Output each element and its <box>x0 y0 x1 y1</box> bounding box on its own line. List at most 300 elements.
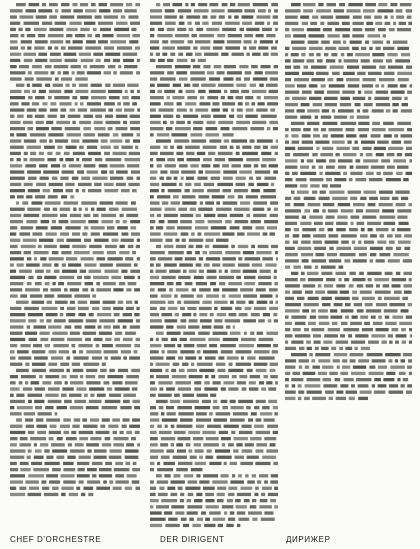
word-shape <box>28 474 44 477</box>
word-shape <box>166 406 174 409</box>
word-shape <box>352 297 359 300</box>
word-shape <box>109 208 119 211</box>
word-shape <box>114 468 130 471</box>
word-shape <box>208 338 220 341</box>
word-shape <box>216 363 226 366</box>
word-shape <box>253 208 265 211</box>
text-line <box>150 115 277 118</box>
word-shape <box>102 307 110 310</box>
word-shape <box>150 518 166 521</box>
word-shape <box>233 449 238 452</box>
word-shape <box>376 259 385 262</box>
word-shape <box>226 325 231 328</box>
word-shape <box>266 34 275 37</box>
word-shape <box>156 139 171 142</box>
text-line <box>156 245 278 248</box>
word-shape <box>325 103 337 106</box>
word-shape <box>179 369 185 372</box>
word-shape <box>337 78 344 81</box>
text-line <box>150 71 278 74</box>
word-shape <box>285 391 296 394</box>
word-shape <box>383 172 393 175</box>
word-shape <box>156 158 165 161</box>
word-shape <box>244 40 252 43</box>
word-shape <box>384 16 387 19</box>
word-shape <box>19 65 29 68</box>
text-line <box>156 65 278 68</box>
word-shape <box>352 34 364 37</box>
word-shape <box>161 276 175 279</box>
word-shape <box>105 53 120 56</box>
word-shape <box>302 72 314 75</box>
word-shape <box>83 487 93 490</box>
word-shape <box>266 332 278 335</box>
word-shape <box>294 203 305 206</box>
word-shape <box>137 257 140 260</box>
word-shape <box>308 322 316 325</box>
word-shape <box>48 96 52 99</box>
word-shape <box>389 341 392 344</box>
word-shape <box>66 40 71 43</box>
word-shape <box>150 189 159 192</box>
word-shape <box>213 46 223 49</box>
word-shape <box>73 152 85 155</box>
word-shape <box>302 216 306 219</box>
word-shape <box>327 22 339 25</box>
word-shape <box>178 487 183 490</box>
word-shape <box>105 245 117 248</box>
word-shape <box>266 449 278 452</box>
word-shape <box>270 232 275 235</box>
word-shape <box>105 84 111 87</box>
text-line <box>10 468 140 471</box>
word-shape <box>230 332 241 335</box>
word-shape <box>94 449 107 452</box>
word-shape <box>239 375 247 378</box>
word-shape <box>348 3 362 6</box>
text-line <box>150 158 276 161</box>
word-shape <box>313 128 318 131</box>
word-shape <box>395 359 398 362</box>
word-shape <box>104 270 118 273</box>
word-shape <box>10 177 25 180</box>
word-shape <box>246 53 249 56</box>
word-shape <box>178 462 192 465</box>
word-shape <box>79 313 86 316</box>
word-shape <box>150 301 166 304</box>
word-shape <box>347 141 351 144</box>
word-shape <box>285 384 289 387</box>
word-shape <box>245 474 249 477</box>
word-shape <box>27 257 32 260</box>
word-shape <box>66 189 73 192</box>
word-shape <box>77 170 84 173</box>
word-shape <box>232 53 244 56</box>
word-shape <box>393 159 406 162</box>
word-shape <box>126 431 132 434</box>
word-shape <box>44 208 50 211</box>
word-shape <box>319 228 325 231</box>
word-shape <box>369 366 375 369</box>
word-shape <box>191 34 197 37</box>
word-shape <box>285 84 295 87</box>
word-shape <box>150 412 158 415</box>
word-shape <box>408 22 412 25</box>
word-shape <box>185 282 193 285</box>
text-line <box>150 468 203 471</box>
word-shape <box>346 134 356 137</box>
word-shape <box>39 375 43 378</box>
word-shape <box>49 480 60 483</box>
word-shape <box>39 152 44 155</box>
word-shape <box>307 347 312 350</box>
word-shape <box>121 350 131 353</box>
word-shape <box>170 170 179 173</box>
word-shape <box>179 263 193 266</box>
word-shape <box>83 425 97 428</box>
word-shape <box>252 518 257 521</box>
word-shape <box>203 443 219 446</box>
word-shape <box>10 164 22 167</box>
word-shape <box>98 375 105 378</box>
word-shape <box>240 487 252 490</box>
word-shape <box>403 272 412 275</box>
word-shape <box>104 152 110 155</box>
word-shape <box>24 412 35 415</box>
word-shape <box>205 133 219 136</box>
word-shape <box>60 102 72 105</box>
word-shape <box>123 59 134 62</box>
word-shape <box>328 328 340 331</box>
word-shape <box>86 319 97 322</box>
word-shape <box>209 462 221 465</box>
word-shape <box>250 505 257 508</box>
word-shape <box>211 177 220 180</box>
word-shape <box>228 96 234 99</box>
word-shape <box>237 511 245 514</box>
word-shape <box>27 282 32 285</box>
word-shape <box>401 197 408 200</box>
word-shape <box>10 40 17 43</box>
word-shape <box>212 22 222 25</box>
text-line <box>150 282 278 285</box>
word-shape <box>351 372 365 375</box>
word-shape <box>32 90 36 93</box>
word-shape <box>196 418 211 421</box>
word-shape <box>17 263 24 266</box>
word-shape <box>213 164 220 167</box>
word-shape <box>49 437 54 440</box>
word-shape <box>312 166 316 169</box>
word-shape <box>116 22 128 25</box>
text-line <box>150 387 276 390</box>
word-shape <box>54 319 66 322</box>
word-shape <box>72 245 86 248</box>
text-line <box>285 16 411 19</box>
word-shape <box>102 363 106 366</box>
word-shape <box>130 226 136 229</box>
word-shape <box>45 65 52 68</box>
text-line <box>10 412 57 415</box>
text-line <box>10 456 138 459</box>
word-shape <box>44 462 59 465</box>
word-shape <box>385 22 391 25</box>
text-line <box>10 437 136 440</box>
word-shape <box>244 9 255 12</box>
word-shape <box>90 418 99 421</box>
word-shape <box>45 394 58 397</box>
word-shape <box>230 214 244 217</box>
word-shape <box>223 338 239 341</box>
word-shape <box>150 468 154 471</box>
word-shape <box>10 443 17 446</box>
word-shape <box>235 499 241 502</box>
word-shape <box>273 406 278 409</box>
word-shape <box>256 251 271 254</box>
word-shape <box>195 406 211 409</box>
word-shape <box>180 220 192 223</box>
word-shape <box>227 40 242 43</box>
word-shape <box>374 278 389 281</box>
word-shape <box>57 146 62 149</box>
word-shape <box>238 518 249 521</box>
word-shape <box>97 394 106 397</box>
word-shape <box>196 425 204 428</box>
word-shape <box>196 245 203 248</box>
word-shape <box>199 307 212 310</box>
text-line <box>16 418 140 421</box>
word-shape <box>72 232 80 235</box>
word-shape <box>252 263 262 266</box>
word-shape <box>308 34 324 37</box>
word-shape <box>178 53 183 56</box>
word-shape <box>299 347 304 350</box>
word-shape <box>162 46 174 49</box>
word-shape <box>378 28 386 31</box>
word-shape <box>349 228 358 231</box>
text-line <box>285 384 412 387</box>
word-shape <box>60 15 74 18</box>
word-shape <box>39 239 53 242</box>
word-shape <box>188 40 193 43</box>
word-shape <box>49 90 61 93</box>
word-shape <box>126 214 138 217</box>
word-shape <box>179 183 183 186</box>
word-shape <box>254 307 266 310</box>
word-shape <box>256 177 261 180</box>
word-shape <box>105 115 113 118</box>
word-shape <box>21 375 36 378</box>
word-shape <box>50 53 61 56</box>
word-shape <box>125 257 133 260</box>
word-shape <box>312 259 327 262</box>
text-line <box>150 177 276 180</box>
word-shape <box>264 511 273 514</box>
text-line <box>150 170 278 173</box>
word-shape <box>346 78 360 81</box>
word-shape <box>118 65 121 68</box>
word-shape <box>309 47 323 50</box>
word-shape <box>264 220 278 223</box>
word-shape <box>180 499 184 502</box>
word-shape <box>297 247 311 250</box>
word-shape <box>17 406 33 409</box>
word-shape <box>234 456 244 459</box>
word-shape <box>385 316 389 319</box>
word-shape <box>157 133 170 136</box>
word-shape <box>285 228 291 231</box>
text-line <box>150 15 278 18</box>
word-shape <box>261 518 275 521</box>
word-shape <box>305 384 321 387</box>
word-shape <box>293 66 300 69</box>
word-shape <box>167 158 175 161</box>
word-shape <box>115 201 127 204</box>
word-shape <box>355 141 358 144</box>
word-shape <box>377 172 381 175</box>
word-shape <box>87 449 91 452</box>
word-shape <box>179 22 185 25</box>
word-shape <box>379 78 395 81</box>
word-shape <box>84 263 96 266</box>
word-shape <box>263 232 268 235</box>
word-shape <box>46 313 58 316</box>
word-shape <box>264 480 268 483</box>
word-shape <box>46 456 53 459</box>
word-shape <box>10 319 26 322</box>
word-shape <box>150 77 157 80</box>
word-shape <box>295 334 311 337</box>
word-shape <box>274 9 278 12</box>
word-shape <box>389 391 404 394</box>
word-shape <box>268 400 277 403</box>
word-shape <box>163 146 167 149</box>
german-text-column <box>150 2 278 532</box>
word-shape <box>130 220 140 223</box>
word-shape <box>388 359 392 362</box>
word-shape <box>410 334 412 337</box>
word-shape <box>285 316 289 319</box>
text-line <box>285 103 408 106</box>
word-shape <box>25 363 29 366</box>
word-shape <box>251 245 255 248</box>
word-shape <box>72 84 76 87</box>
word-shape <box>32 232 42 235</box>
word-shape <box>117 102 121 105</box>
word-shape <box>199 288 211 291</box>
word-shape <box>190 456 197 459</box>
word-shape <box>404 141 412 144</box>
word-shape <box>78 301 88 304</box>
word-shape <box>181 177 184 180</box>
word-shape <box>401 328 406 331</box>
word-shape <box>232 474 235 477</box>
word-shape <box>132 418 140 421</box>
word-shape <box>136 319 140 322</box>
word-shape <box>128 245 134 248</box>
word-shape <box>169 288 173 291</box>
word-shape <box>270 499 276 502</box>
word-shape <box>231 406 244 409</box>
word-shape <box>300 278 305 281</box>
word-shape <box>197 294 203 297</box>
word-shape <box>387 53 397 56</box>
word-shape <box>46 270 51 273</box>
word-shape <box>358 91 361 94</box>
text-line <box>150 28 278 31</box>
word-shape <box>336 391 343 394</box>
word-shape <box>130 22 140 25</box>
word-shape <box>343 153 357 156</box>
word-shape <box>197 152 205 155</box>
word-shape <box>285 284 300 287</box>
text-line <box>10 325 140 328</box>
text-line <box>10 480 139 483</box>
word-shape <box>27 127 33 130</box>
word-shape <box>123 102 130 105</box>
word-shape <box>150 505 153 508</box>
word-shape <box>303 128 311 131</box>
word-shape <box>275 152 278 155</box>
word-shape <box>10 431 25 434</box>
text-line <box>10 71 140 74</box>
text-line <box>291 353 412 356</box>
word-shape <box>285 397 296 400</box>
word-shape <box>366 22 373 25</box>
word-shape <box>383 47 394 50</box>
word-shape <box>110 3 123 6</box>
word-shape <box>302 228 316 231</box>
word-shape <box>10 487 16 490</box>
word-shape <box>246 158 259 161</box>
word-shape <box>62 270 77 273</box>
word-shape <box>160 307 166 310</box>
word-shape <box>71 344 75 347</box>
word-shape <box>62 164 66 167</box>
word-shape <box>329 259 341 262</box>
word-shape <box>42 487 49 490</box>
word-shape <box>110 449 122 452</box>
word-shape <box>90 65 105 68</box>
word-shape <box>345 316 349 319</box>
word-shape <box>221 307 233 310</box>
word-shape <box>218 524 223 527</box>
word-shape <box>44 493 58 496</box>
word-shape <box>329 397 333 400</box>
word-shape <box>237 232 245 235</box>
word-shape <box>402 341 406 344</box>
word-shape <box>260 294 273 297</box>
word-shape <box>316 53 320 56</box>
word-shape <box>318 197 329 200</box>
word-shape <box>113 431 117 434</box>
word-shape <box>202 400 211 403</box>
word-shape <box>285 234 289 237</box>
word-shape <box>216 412 231 415</box>
word-shape <box>57 406 68 409</box>
word-shape <box>396 16 404 19</box>
word-shape <box>231 270 241 273</box>
word-shape <box>37 425 47 428</box>
word-shape <box>65 381 68 384</box>
word-shape <box>323 203 335 206</box>
text-line <box>150 462 278 465</box>
word-shape <box>343 172 347 175</box>
word-shape <box>102 34 113 37</box>
word-shape <box>37 431 46 434</box>
word-shape <box>65 127 80 130</box>
word-shape <box>304 209 310 212</box>
